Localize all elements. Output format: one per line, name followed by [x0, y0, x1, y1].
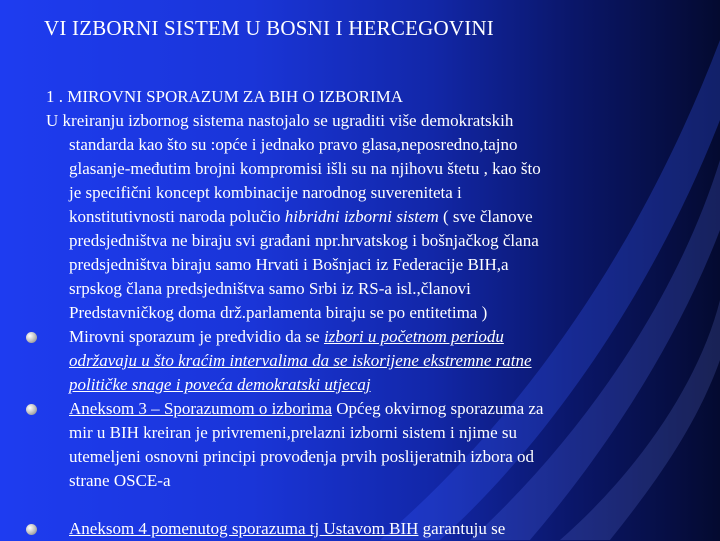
bullet2-line: mir u BIH kreiran je privremeni,prelazni izborni sistem i njime su	[69, 423, 518, 442]
bullet2-text: Općeg okvirnog sporazuma za	[332, 399, 544, 418]
bullet3-emphasis: Aneksom 4 pomenutog sporazuma tj Ustavom BIH	[69, 519, 419, 538]
bullet-icon	[26, 332, 37, 343]
para1-line: je specifični koncept kombinacije narodnog suvereniteta i	[69, 183, 462, 202]
bullet1-line	[69, 325, 504, 349]
bullet3-text: garantuju se	[418, 519, 506, 538]
para1-text: konstitutivnosti naroda polučio	[69, 207, 285, 226]
para1-line: glasanje-međutim brojni kompromisi išli su na njihovu štetu , kao što	[69, 159, 541, 178]
section-heading: 1 . MIROVNI SPORAZUM ZA BIH O IZBORIMA	[46, 87, 404, 106]
bullet2-line: strane OSCE-a	[69, 471, 171, 490]
para1-line: Predstavničkog doma drž.parlamenta biraju se po entitetima )	[69, 303, 488, 322]
para1-line: predsjedništva ne biraju svi građani npr.hrvatskog i bošnjačkog člana	[69, 231, 539, 250]
bullet2-line: utemeljeni osnovni principi provođenja prvih poslijeratnih izbora od	[69, 447, 535, 466]
bullet-icon	[26, 524, 37, 535]
bullet-icon	[26, 404, 37, 415]
bullet2-emphasis: Aneksom 3 – Sporazumom o izborima	[69, 399, 332, 418]
para1-line: U kreiranju izbornog sistema nastojalo se ugraditi više demokratskih	[46, 111, 514, 130]
para1-line: srpskog člana predsjedništva samo Srbi iz RS-a isl.,članovi	[69, 279, 471, 298]
bullet1-text: Mirovni sporazum je predvidio da se	[69, 327, 324, 346]
para1-line	[69, 205, 533, 229]
para1-line: standarda kao što su :opće i jednako pravo glasa,neposredno,tajno	[69, 135, 518, 154]
para1-text: ( sve članove	[438, 207, 533, 226]
hybrid-system-emphasis: hibridni izborni sistem	[284, 207, 439, 226]
bullet2-line	[69, 397, 543, 421]
slide-title: VI IZBORNI SISTEM U BOSNI I HERCEGOVINI	[44, 16, 494, 40]
bullet1-line: političke snage i poveća demokratski utjecaj	[69, 375, 371, 394]
para1-line: predsjedništva biraju samo Hrvati i Bošnjaci iz Federacije BIH,a	[69, 255, 509, 274]
bullet3-line	[69, 517, 505, 541]
bullet1-emphasis: izbori u početnom periodu	[323, 327, 504, 346]
bullet1-line: održavaju u što kraćim intervalima da se iskorijene ekstremne ratne	[69, 351, 532, 370]
